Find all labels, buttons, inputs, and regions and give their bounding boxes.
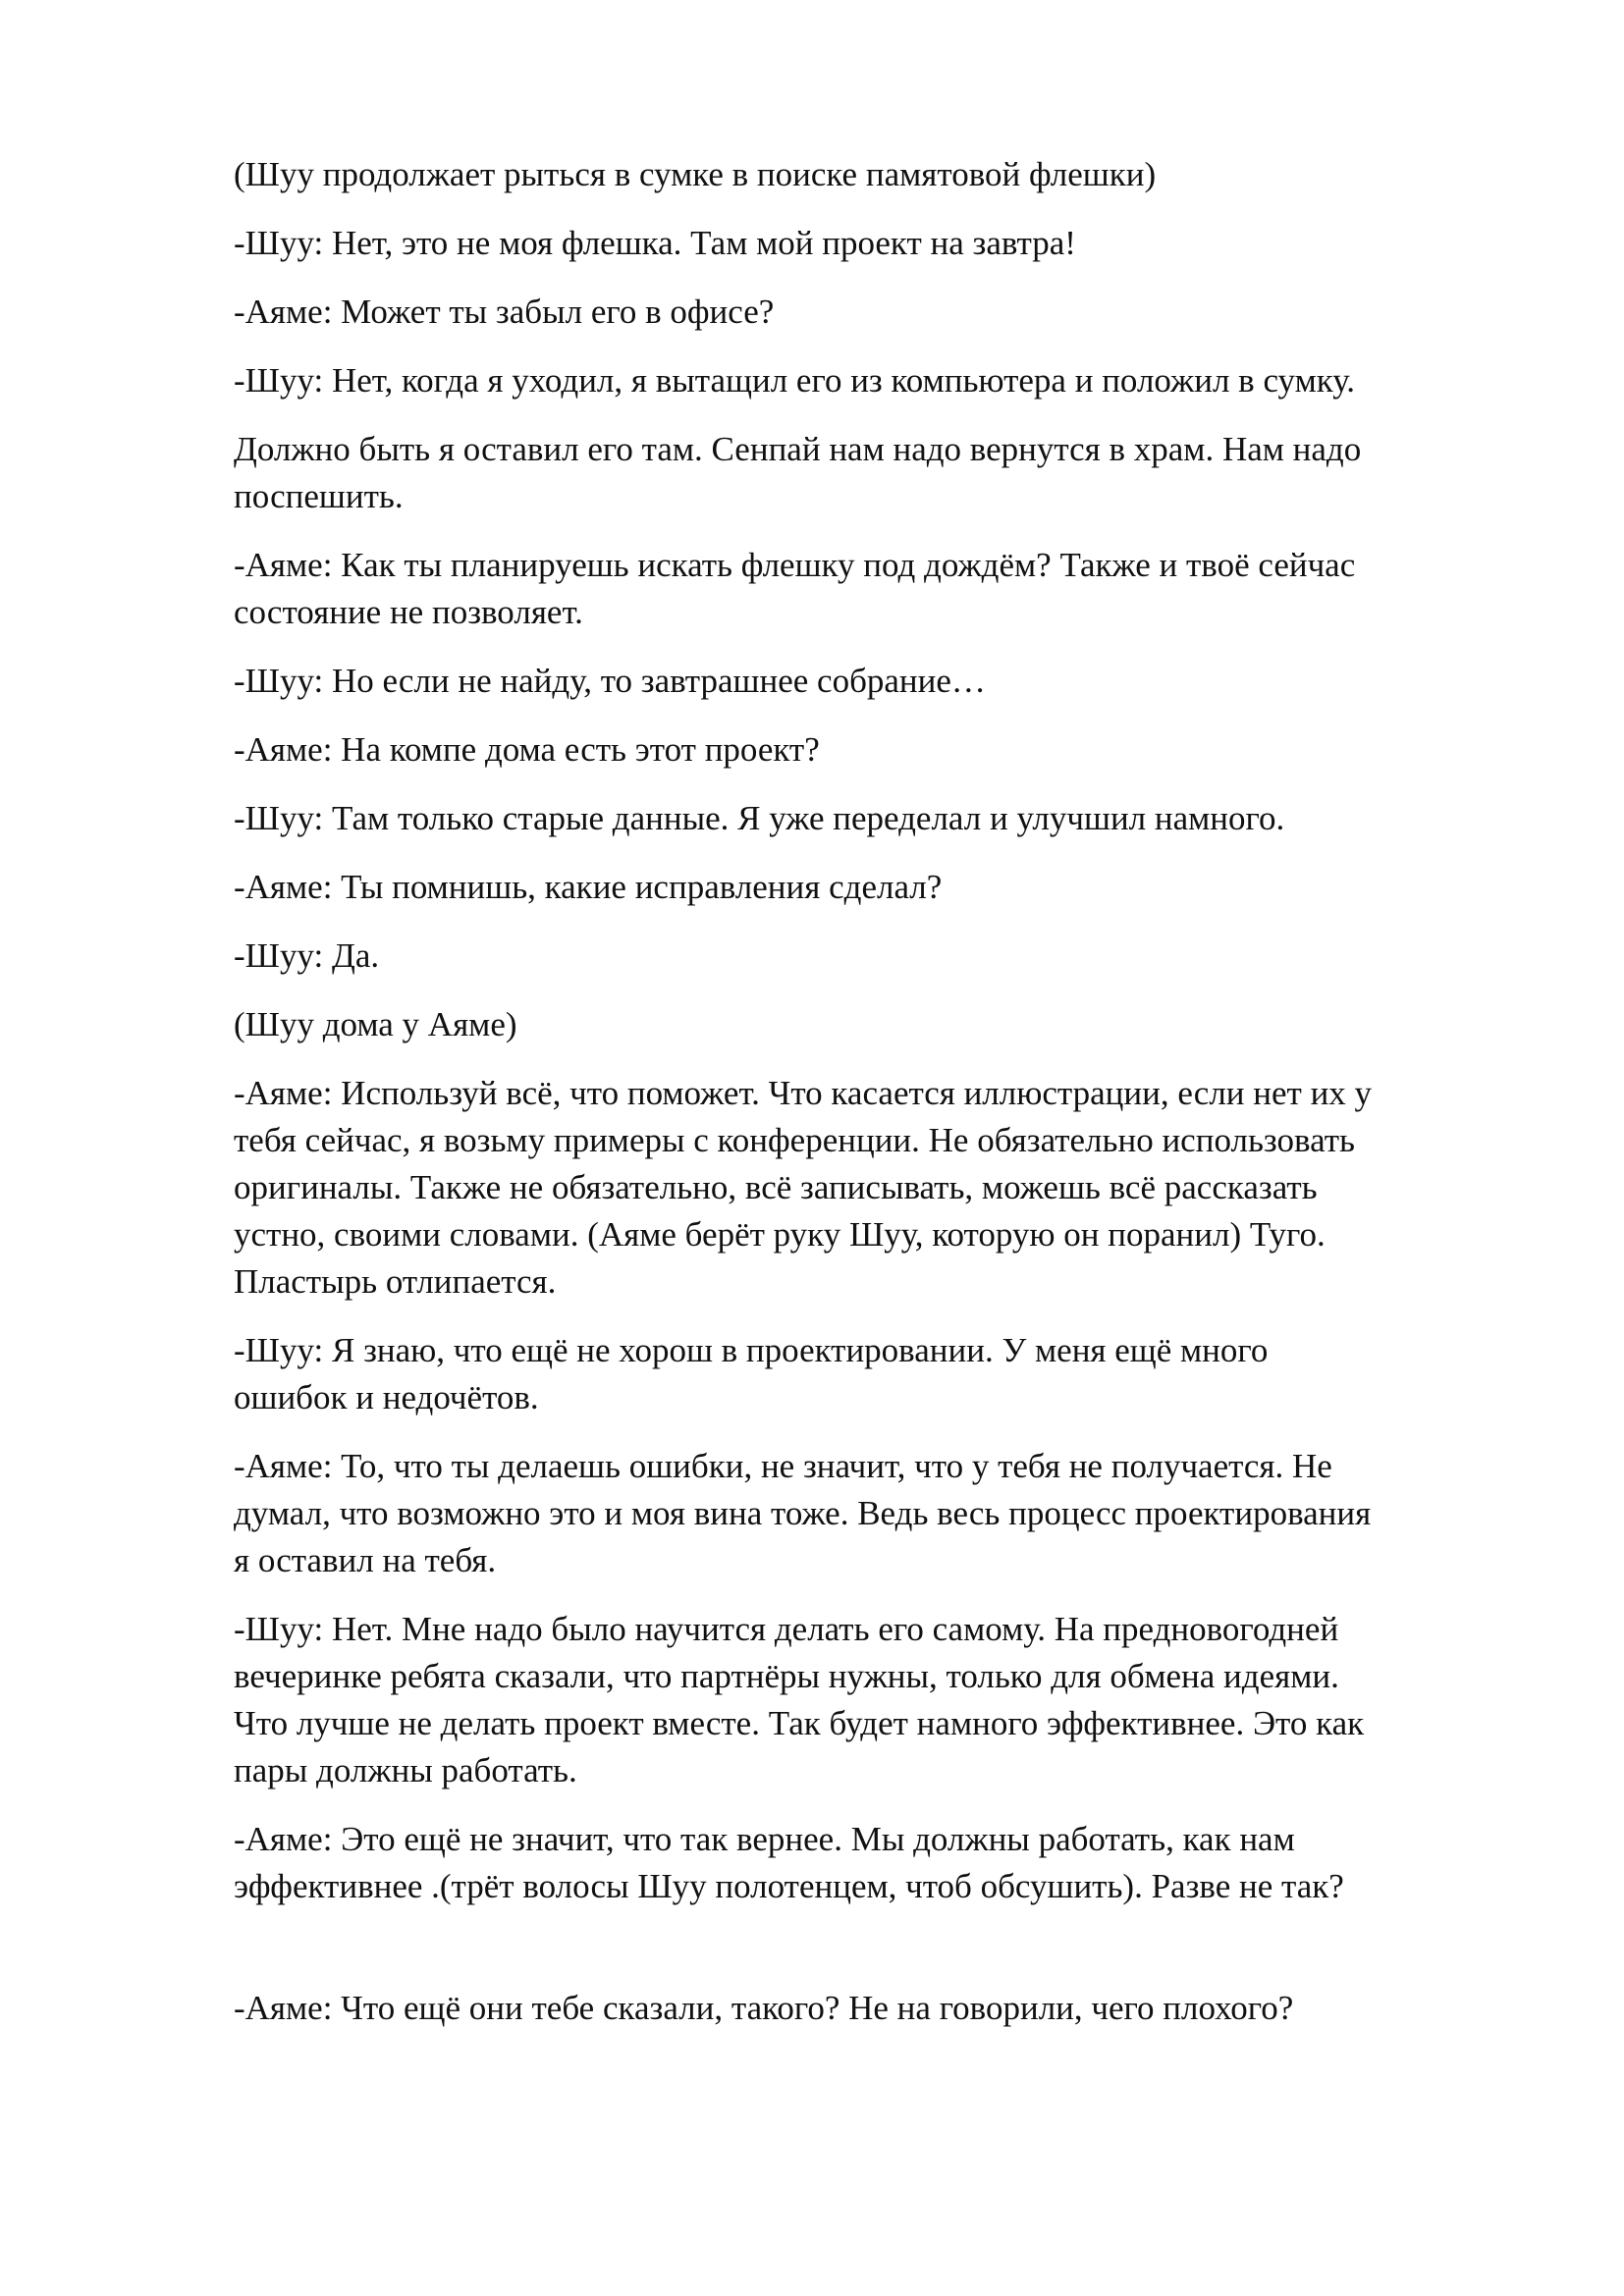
paragraph-12: (Шуу дома у Аяме): [234, 1005, 517, 1043]
paragraph-4: -Шуу: Нет, когда я уходил, я вытащил его из компьютера и положил в сумку.: [234, 361, 1355, 400]
paragraph-14: -Шуу: Я знаю, что ещё не хорош в проектировании. У меня ещё много ошибок и недочётов.: [234, 1331, 1269, 1416]
paragraph-9: -Шуу: Там только старые данные. Я уже переделал и улучшил намного.: [234, 799, 1285, 837]
paragraph-8: -Аяме: На компе дома есть этот проект?: [234, 730, 820, 769]
paragraph-2: -Шуу: Нет, это не моя флешка. Там мой проект на завтра!: [234, 224, 1076, 262]
paragraph-18: -Аяме: Что ещё они тебе сказали, такого? Не на говорили, чего плохого?: [234, 1989, 1294, 2027]
paragraph-6: -Аяме: Как ты планируешь искать флешку под дождём? Также и твоё сейчас состояние не позволяет.: [234, 546, 1356, 631]
paragraph-11: -Шуу: Да.: [234, 936, 380, 975]
paragraph-3: -Аяме: Может ты забыл его в офисе?: [234, 293, 775, 331]
paragraph-10: -Аяме: Ты помнишь, какие исправления сделал?: [234, 868, 943, 906]
paragraph-5: Должно быть я оставил его там. Сенпай нам надо вернутся в храм. Нам надо поспешить.: [234, 430, 1362, 515]
paragraph-1: (Шуу продолжает рыться в сумке в поиске памятовой флешки): [234, 155, 1157, 193]
paragraph-17: -Аяме: Это ещё не значит, что так вернее. Мы должны работать, как нам эффективнее .(трёт волосы Шуу полотенцем, чтоб обсушить). Разве не так?: [234, 1820, 1344, 1905]
document-body: [234, 151, 1520, 2054]
paragraph-16: -Шуу: Нет. Мне надо было научится делать его самому. На предновогодней вечеринке ребята сказали, что партнёры нужны, только для обмена идеями. Что лучше не делать проект вместе. Так будет намного эффективнее. Это как пары должны работать.: [234, 1610, 1365, 1789]
paragraph-13: -Аяме: Используй всё, что поможет. Что касается иллюстрации, если нет их у тебя сейчас, я возьму примеры с конференции. Не обязательно использовать оригиналы. Также не обязательно, всё записывать, можешь всё рассказать устно, своими словами. (Аяме берёт руку Шуу, которую он поранил) Туго. Пластырь отлипается.: [234, 1074, 1373, 1301]
paragraph-7: -Шуу: Но если не найду, то завтрашнее собрание…: [234, 662, 986, 700]
paragraph-15: -Аяме: То, что ты делаешь ошибки, не значит, что у тебя не получается. Не думал, что возможно это и моя вина тоже. Ведь весь процесс проектирования я оставил на тебя.: [234, 1447, 1372, 1579]
